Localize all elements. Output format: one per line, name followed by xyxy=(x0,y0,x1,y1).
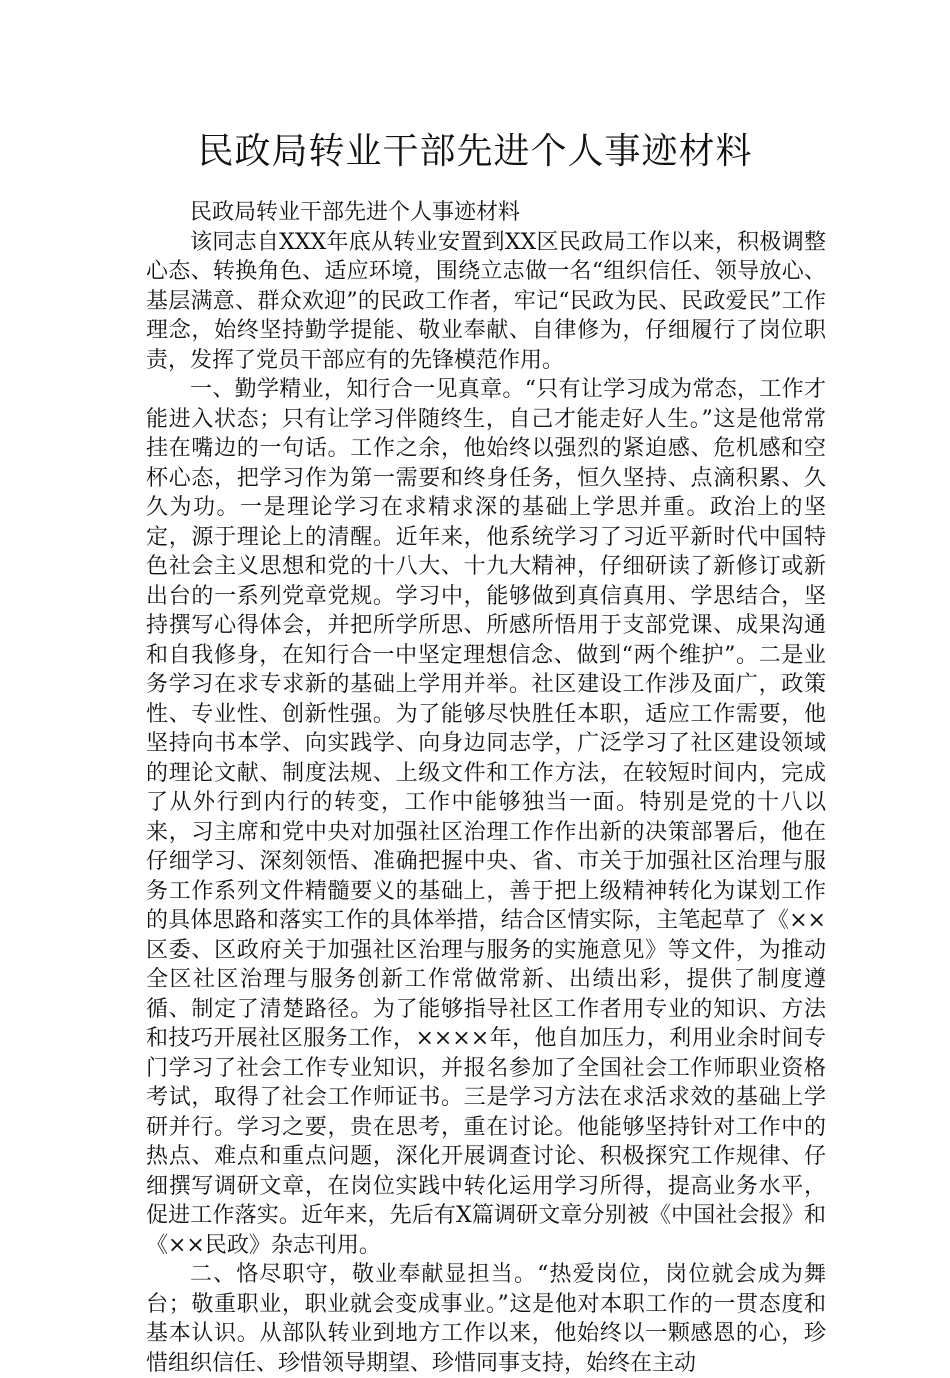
document-title: 民政局转业干部先进个人事迹材料 xyxy=(197,131,753,172)
subtitle-paragraph: 民政局转业干部先进个人事迹材料 xyxy=(190,200,521,225)
intro-paragraph: 该同志自XXX年底从转业安置到XX区民政局工作以来，积极调整心态、转换角色、适应环境，围绕立志做一名“组织信任、领导放心、基层满意、群众欢迎”的民政工作者，牢记“民政为民、民政爱民”工作理念，始终坚持勤学提能、敬业奉献、自律修为，仔细履行了岗位职责，发挥了党员干部应有的先锋模范作用。 xyxy=(146,229,826,373)
section-one-paragraph: 一、勤学精业，知行合一见真章。“只有让学习成为常态，工作才能进入状态；只有让学习伴随终生，自己才能走好人生。”这是他常常挂在嘴边的一句话。工作之余，他始终以强烈的紧迫感、危机感和空杯心态，把学习作为第一需要和终身任务，恒久坚持、点滴积累、久久为功。一是理论学习在求精求深的基础上学思并重。政治上的坚定，源于理论上的清醒。近年来，他系统学习了习近平新时代中国特色社会主义思想和党的十八大、十九大精神，仔细研读了新修订或新出台的一系列党章党规。学习中，能够做到真信真用、学思结合，坚持撰写心得体会，并把所学所思、所感所悟用于支部党课、成果沟通和自我修身，在知行合一中坚定理想信念、做到“两个维护”。二是业务学习在求专求新的基础上学用并举。社区建设工作涉及面广，政策性、专业性、创新性强。为了能够尽快胜任本职，适应工作需要，他坚持向书本学、向实践学、向身边同志学，广泛学习了社区建设领域的理论文献、制度法规、上级文件和工作方法，在较短时间内，完成了从外行到内行的转变，工作中能够独当一面。特别是党的十八以来，习主席和党中央对加强社区治理工作作出新的决策部署后，他在仔细学习、深刻领悟、准确把握中央、省、市关于加强社区治理与服务工作系列文件精髓要义的基础上，善于把上级精神转化为谋划工作的具体思路和落实工作的具体举措，结合区情实际，主笔起草了《××区委、区政府关于加强社区治理与服务的实施意见》等文件，为推动全区社区治理与服务创新工作常做常新、出绩出彩，提供了制度遵循、制定了清楚路径。为了能够指导社区工作者用专业的知识、方法和技巧开展社区服务工作，××××年，他自加压力，利用业余时间专门学习了社会工作专业知识，并报名参加了全国社会工作师职业资格考试，取得了社会工作师证书。三是学习方法在求活求效的基础上学研并行。学习之要，贵在思考，重在讨论。他能够坚持针对工作中的热点、难点和重点问题，深化开展调查讨论、积极探究工作规律、仔细撰写调研文章，在岗位实践中转化运用学习所得，提高业务水平，促进工作落实。近年来，先后有X篇调研文章分别被《中国社会报》和《××民政》杂志刊用。 xyxy=(146,377,826,1258)
section-two-paragraph: 二、恪尽职守，敬业奉献显担当。“热爱岗位，岗位就会成为舞台；敬重职业，职业就会变成事业。”这是他对本职工作的一贯态度和基本认识。从部队转业到地方工作以来，他始终以一颗感恩的心，珍惜组织信任、珍惜领导期望、珍惜同事支持，始终在主动 xyxy=(146,1262,826,1376)
document-body xyxy=(146,198,826,1378)
